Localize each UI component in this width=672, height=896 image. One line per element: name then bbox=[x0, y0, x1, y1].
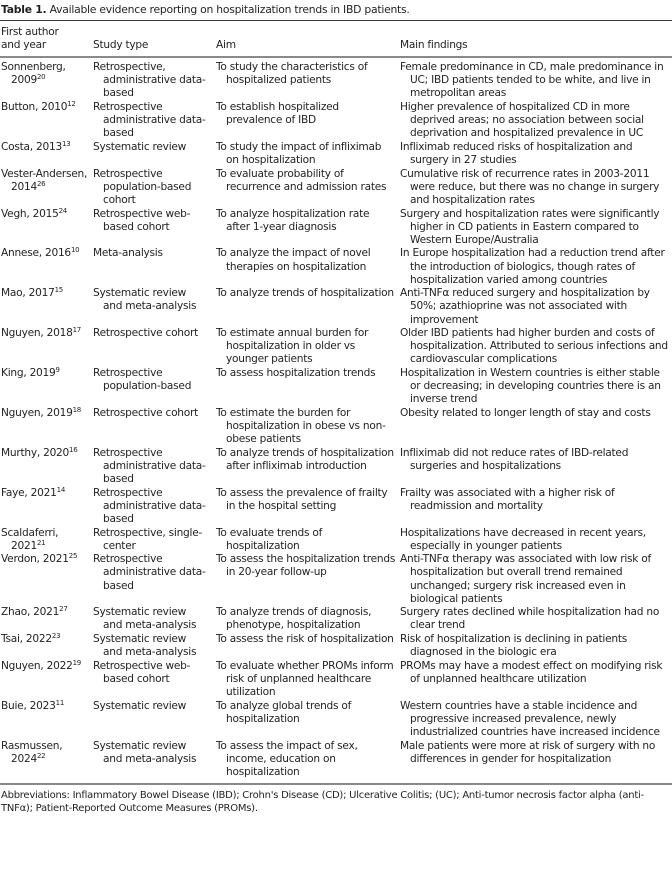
author-year: Tsai, 2022 bbox=[1, 633, 52, 646]
cell-aim bbox=[216, 553, 400, 606]
reference-number: 24 bbox=[58, 206, 67, 215]
cell-aim-text: To estimate the burden for hospitalization in obese vs non-obese patients bbox=[216, 406, 386, 446]
cell-author bbox=[0, 208, 93, 248]
cell-study-type-text: Retrospective population-based bbox=[93, 367, 192, 393]
cell-author bbox=[0, 247, 93, 287]
cell-findings bbox=[400, 606, 672, 633]
table-row bbox=[0, 740, 672, 783]
cell-author bbox=[0, 487, 93, 527]
cell-findings-text: Hospitalization in Western countries is either stable or decreasing; in developing countries there is an inverse trend bbox=[400, 367, 661, 406]
reference-number: 12 bbox=[67, 100, 76, 109]
cell-findings-text: Female predominance in CD, male predominance in UC; IBD patients tended to be white, and live in metropolitan areas bbox=[400, 61, 664, 100]
table-row bbox=[0, 553, 672, 606]
cell-aim bbox=[216, 208, 400, 248]
cell-aim bbox=[216, 101, 400, 141]
cell-aim-text: To analyze the impact of novel therapies on hospitalization bbox=[216, 247, 371, 273]
cell-findings bbox=[400, 527, 672, 554]
cell-findings-text: Obesity related to longer length of stay and costs bbox=[400, 406, 651, 419]
cell-study-type bbox=[93, 101, 216, 141]
cell-study-type-text: Retrospective population-based cohort bbox=[93, 167, 192, 206]
author-year: Costa, 2013 bbox=[1, 140, 62, 153]
cell-findings bbox=[400, 367, 672, 407]
cell-aim-text: To evaluate probability of recurrence and admission rates bbox=[216, 167, 387, 193]
table-row bbox=[0, 367, 672, 407]
header-row bbox=[0, 21, 672, 56]
cell-study-type bbox=[93, 527, 216, 554]
table-row bbox=[0, 487, 672, 527]
cell-aim-text: To study the impact of infliximab on hospitalization bbox=[216, 140, 382, 167]
cell-study-type-text: Retrospective cohort bbox=[93, 406, 199, 419]
cell-aim-text: To estimate annual burden for hospitalization in older vs younger patients bbox=[216, 327, 369, 366]
table-row bbox=[0, 208, 672, 248]
cell-findings bbox=[400, 327, 672, 367]
table-row bbox=[0, 141, 672, 168]
cell-findings-text: Infliximab did not reduce rates of IBD-related surgeries and hospitalizations bbox=[400, 446, 629, 472]
cell-findings bbox=[400, 247, 672, 287]
reference-number: 18 bbox=[72, 405, 81, 414]
reference-number: 9 bbox=[55, 366, 60, 375]
cell-author bbox=[0, 740, 93, 783]
cell-author bbox=[0, 700, 93, 740]
cell-aim bbox=[216, 606, 400, 633]
cell-author bbox=[0, 527, 93, 554]
cell-study-type bbox=[93, 168, 216, 208]
cell-author bbox=[0, 101, 93, 141]
cell-study-type bbox=[93, 287, 216, 327]
reference-number: 25 bbox=[68, 552, 78, 561]
cell-author bbox=[0, 141, 93, 168]
cell-study-type-text: Retrospective, administrative data-based bbox=[93, 61, 206, 100]
cell-aim-text: To establish hospitalized prevalence of IBD bbox=[216, 101, 339, 127]
cell-study-type-text: Retrospective administrative data-based bbox=[93, 101, 206, 140]
cell-study-type bbox=[93, 447, 216, 487]
cell-study-type-text: Systematic review bbox=[93, 699, 187, 712]
cell-aim-text: To evaluate trends of hospitalization bbox=[216, 526, 323, 552]
reference-number: 17 bbox=[72, 326, 81, 335]
header-author: First author and year bbox=[1, 26, 59, 52]
cell-aim bbox=[216, 58, 400, 101]
cell-study-type-text: Systematic review and meta-analysis bbox=[93, 633, 197, 659]
author-year: Mao, 2017 bbox=[1, 287, 55, 300]
cell-aim bbox=[216, 367, 400, 407]
table-row bbox=[0, 101, 672, 141]
author-year: Nguyen, 2018 bbox=[1, 327, 73, 340]
cell-aim bbox=[216, 700, 400, 740]
cell-findings bbox=[400, 407, 672, 447]
author-year: Faye, 2021 bbox=[1, 486, 57, 499]
cell-study-type bbox=[93, 367, 216, 407]
cell-aim-text: To assess the prevalence of frailty in the hospital setting bbox=[216, 486, 388, 512]
cell-aim-text: To assess the hospitalization trends in 20-year follow-up bbox=[216, 553, 396, 579]
cell-study-type-text: Retrospective cohort bbox=[93, 327, 199, 340]
cell-study-type bbox=[93, 700, 216, 740]
cell-study-type bbox=[93, 247, 216, 287]
cell-aim bbox=[216, 327, 400, 367]
cell-study-type bbox=[93, 740, 216, 783]
cell-aim bbox=[216, 168, 400, 208]
cell-aim bbox=[216, 287, 400, 327]
cell-findings-text: Risk of hospitalization is declining in patients diagnosed in the biologic era bbox=[400, 633, 628, 659]
author-year: Verdon, 2021 bbox=[1, 553, 69, 566]
cell-study-type bbox=[93, 553, 216, 606]
reference-number: 15 bbox=[54, 286, 63, 295]
cell-author bbox=[0, 58, 93, 101]
table-caption-label: Table 1. bbox=[1, 3, 47, 16]
cell-findings-text: Higher prevalence of hospitalized CD in more deprived areas; no association between social deprivation and hospitalized prevalence in UC bbox=[400, 101, 644, 140]
cell-findings-text: Infliximab reduced risks of hospitalization and surgery in 27 studies bbox=[400, 140, 633, 167]
cell-study-type-text: Systematic review bbox=[93, 140, 187, 153]
cell-findings bbox=[400, 553, 672, 606]
cell-study-type-text: Systematic review and meta-analysis bbox=[93, 606, 197, 632]
author-year: Nguyen, 2022 bbox=[1, 659, 73, 672]
cell-findings-text: Male patients were more at risk of surgery with no differences in gender for hospitalization bbox=[400, 739, 656, 765]
cell-aim bbox=[216, 633, 400, 660]
cell-study-type bbox=[93, 327, 216, 367]
reference-number: 21 bbox=[36, 538, 46, 547]
cell-study-type bbox=[93, 141, 216, 168]
cell-study-type-text: Retrospective administrative data-based bbox=[93, 486, 206, 525]
reference-number: 26 bbox=[36, 179, 46, 188]
cell-findings-text: Anti-TNFα therapy was associated with low risk of hospitalization but overall trend remained unchanged; surgery risk increased even in biological patients bbox=[400, 553, 651, 605]
table-row bbox=[0, 606, 672, 633]
header-study-type: Study type bbox=[93, 39, 149, 52]
cell-findings-text: PROMs may have a modest effect on modifying risk of unplanned healthcare utilization bbox=[400, 659, 663, 685]
author-year: Vester-Andersen, 2014 bbox=[1, 167, 88, 193]
table-row bbox=[0, 407, 672, 447]
cell-findings bbox=[400, 447, 672, 487]
cell-findings-text: Cumulative risk of recurrence rates in 2003-2011 were reduce, but there was no change in surgery and hospitalization rates bbox=[400, 167, 660, 206]
cell-findings bbox=[400, 141, 672, 168]
cell-findings bbox=[400, 700, 672, 740]
cell-findings-text: Hospitalizations have decreased in recent years, especially in younger patients bbox=[400, 526, 646, 552]
cell-study-type bbox=[93, 633, 216, 660]
cell-findings-text: Frailty was associated with a higher risk of readmission and mortality bbox=[400, 486, 615, 512]
cell-study-type-text: Retrospective web-based cohort bbox=[93, 207, 191, 233]
cell-findings bbox=[400, 487, 672, 527]
author-year: Vegh, 2015 bbox=[1, 207, 59, 220]
table-row bbox=[0, 447, 672, 487]
cell-findings bbox=[400, 208, 672, 248]
cell-author bbox=[0, 327, 93, 367]
author-year: King, 2019 bbox=[1, 367, 56, 380]
cell-findings-text: Older IBD patients had higher burden and costs of hospitalization. Attributed to serious infections and cardiovascular complications bbox=[400, 327, 668, 366]
author-year: Murthy, 2020 bbox=[1, 446, 70, 459]
table-row bbox=[0, 247, 672, 287]
cell-aim-text: To assess the risk of hospitalization bbox=[216, 633, 394, 646]
cell-aim bbox=[216, 447, 400, 487]
reference-number: 14 bbox=[56, 485, 66, 494]
header-findings: Main findings bbox=[400, 39, 468, 52]
cell-aim bbox=[216, 407, 400, 447]
reference-number: 27 bbox=[59, 605, 68, 614]
cell-study-type bbox=[93, 407, 216, 447]
table-row bbox=[0, 287, 672, 327]
table-row bbox=[0, 168, 672, 208]
author-year: Nguyen, 2019 bbox=[1, 406, 73, 419]
cell-aim bbox=[216, 141, 400, 168]
cell-study-type-text: Retrospective, single-center bbox=[93, 526, 203, 552]
cell-findings bbox=[400, 101, 672, 141]
evidence-table bbox=[0, 21, 672, 783]
author-year: Zhao, 2021 bbox=[1, 606, 60, 619]
cell-aim-text: To analyze trends of diagnosis, phenotype, hospitalization bbox=[216, 606, 372, 632]
cell-study-type bbox=[93, 606, 216, 633]
author-year: Scaldaferri, 2021 bbox=[1, 526, 59, 552]
author-year: Buie, 2023 bbox=[1, 699, 56, 712]
reference-number: 23 bbox=[51, 632, 61, 641]
cell-study-type bbox=[93, 58, 216, 101]
cell-study-type-text: Systematic review and meta-analysis bbox=[93, 287, 197, 313]
cell-aim-text: To study the characteristics of hospitalized patients bbox=[216, 61, 368, 87]
cell-author bbox=[0, 287, 93, 327]
reference-number: 20 bbox=[36, 73, 46, 82]
table-caption bbox=[0, 0, 672, 17]
cell-author bbox=[0, 367, 93, 407]
cell-aim-text: To analyze trends of hospitalization after infliximab introduction bbox=[216, 446, 394, 472]
cell-author bbox=[0, 407, 93, 447]
cell-aim-text: To analyze trends of hospitalization bbox=[216, 287, 394, 300]
reference-number: 22 bbox=[36, 751, 46, 760]
cell-aim-text: To assess the impact of sex, income, education on hospitalization bbox=[216, 739, 358, 778]
cell-study-type bbox=[93, 208, 216, 248]
cell-aim bbox=[216, 487, 400, 527]
cell-findings-text: In Europe hospitalization had a reduction trend after the introduction of biologics, though rates of hospitalization varied among countries bbox=[400, 247, 665, 286]
cell-author bbox=[0, 553, 93, 606]
cell-study-type bbox=[93, 487, 216, 527]
reference-number: 11 bbox=[55, 698, 65, 707]
cell-aim bbox=[216, 740, 400, 783]
reference-number: 10 bbox=[70, 246, 80, 255]
reference-number: 13 bbox=[62, 139, 71, 148]
cell-author bbox=[0, 168, 93, 208]
table-row bbox=[0, 633, 672, 660]
cell-aim bbox=[216, 660, 400, 700]
cell-findings-text: Surgery and hospitalization rates were significantly higher in CD patients in Eastern compared to Western Europe/Australia bbox=[400, 207, 660, 246]
cell-study-type-text: Retrospective web-based cohort bbox=[93, 659, 191, 685]
cell-author bbox=[0, 660, 93, 700]
cell-study-type-text: Systematic review and meta-analysis bbox=[93, 739, 197, 765]
cell-aim bbox=[216, 247, 400, 287]
cell-findings bbox=[400, 633, 672, 660]
header-aim: Aim bbox=[216, 39, 236, 52]
cell-author bbox=[0, 447, 93, 487]
table-row bbox=[0, 660, 672, 700]
cell-findings bbox=[400, 58, 672, 101]
cell-findings-text: Western countries have a stable incidence and progressive increased prevalence, newly industrialized countries have increased incidence bbox=[400, 699, 660, 738]
cell-author bbox=[0, 606, 93, 633]
cell-aim-text: To assess hospitalization trends bbox=[216, 367, 376, 380]
cell-study-type-text: Retrospective administrative data-based bbox=[93, 553, 206, 592]
cell-aim-text: To analyze global trends of hospitalization bbox=[216, 699, 352, 725]
cell-study-type-text: Retrospective administrative data-based bbox=[93, 446, 206, 486]
cell-aim-text: To analyze hospitalization rate after 1-year diagnosis bbox=[216, 207, 370, 233]
cell-aim-text: To evaluate whether PROMs inform risk of unplanned healthcare utilization bbox=[216, 659, 394, 699]
table-row bbox=[0, 58, 672, 101]
author-year: Sonnenberg, 2009 bbox=[1, 61, 66, 87]
table-row bbox=[0, 527, 672, 554]
cell-findings bbox=[400, 287, 672, 327]
cell-aim bbox=[216, 527, 400, 554]
cell-study-type-text: Meta-analysis bbox=[93, 247, 163, 260]
table-footnote: Abbreviations: Inflammatory Bowel Disease (IBD); Crohn's Disease (CD); Ulcerative Colitis; (UC); Anti-tumor necrosis factor alpha (anti-TNFα); Patient-Reported Outcome Measures (PROMs). bbox=[1, 789, 644, 814]
cell-findings bbox=[400, 740, 672, 783]
cell-findings-text: Anti-TNFα reduced surgery and hospitalization by 50%; azathioprine was not associated with improvement bbox=[400, 287, 650, 326]
reference-number: 19 bbox=[72, 658, 81, 667]
cell-study-type bbox=[93, 660, 216, 700]
cell-findings-text: Surgery rates declined while hospitalization had no clear trend bbox=[400, 606, 660, 632]
cell-author bbox=[0, 633, 93, 660]
cell-findings bbox=[400, 168, 672, 208]
author-year: Button, 2010 bbox=[1, 101, 68, 114]
cell-findings bbox=[400, 660, 672, 700]
table-row bbox=[0, 700, 672, 740]
table-row bbox=[0, 327, 672, 367]
reference-number: 16 bbox=[69, 445, 78, 454]
author-year: Rasmussen, 2024 bbox=[1, 739, 63, 765]
author-year: Annese, 2016 bbox=[1, 247, 71, 260]
table-caption-text: Available evidence reporting on hospitalization trends in IBD patients. bbox=[49, 3, 410, 16]
table-body bbox=[0, 58, 672, 783]
